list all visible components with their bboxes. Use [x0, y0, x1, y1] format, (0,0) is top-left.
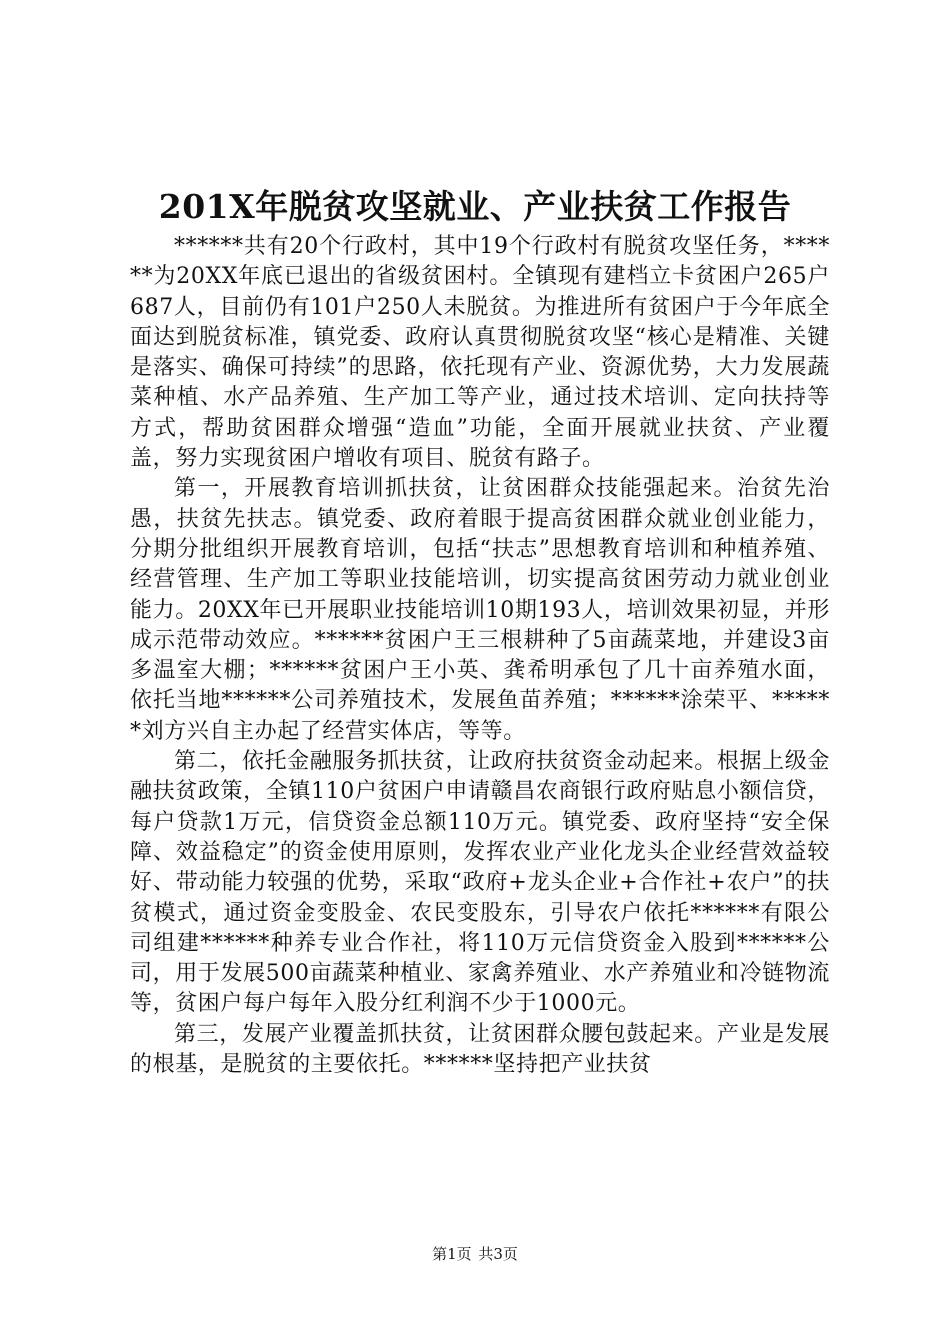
- page-footer: [0, 1244, 950, 1264]
- paragraph-second: 第二，依托金融服务抓扶贫，让政府扶贫资金动起来。根据上级金融扶贫政策，全镇110户贫困户申请赣昌农商银行政府贴息小额信贷，每户贷款1万元，信贷资金总额110万元。镇党委、政府坚持“安全保障、效益稳定”的资金使用原则，发挥农业产业化龙头企业经营效益较好、带动能力较强的优势，采取“政府+龙头企业+合作社+农户”的扶贫模式，通过资金变股金、农民变股东，引导农户依托******有限公司组建******种养专业合作社，将110万元信贷资金入股到******公司，用于发展500亩蔬菜种植业、家禽养殖业、水产养殖业和冷链物流等，贫困户每户每年入股分红利润不少于1000元。: [130, 749, 830, 1017]
- document-body: [130, 232, 830, 1080]
- page-number-total: 共3页: [478, 1245, 518, 1263]
- paragraph-intro: ******共有20个行政村，其中19个行政村有脱贫攻坚任务，******为20XX年底已退出的省级贫困村。全镇现有建档立卡贫困户265户687人，目前仍有101户250人未脱贫。为推进所有贫困户于今年底全面达到脱贫标准，镇党委、政府认真贯彻脱贫攻坚“核心是精准、关键是落实、确保可持续”的思路，依托现有产业、资源优势，大力发展蔬菜种植、水产品养殖、生产加工等产业，通过技术培训、定向扶持等方式，帮助贫困群众增强“造血”功能，全面开展就业扶贫、产业覆盖，努力实现贫困户增收有项目、脱贫有路子。: [130, 234, 830, 472]
- paragraph-third: 第三，发展产业覆盖抓扶贫，让贫困群众腰包鼓起来。产业是发展的根基，是脱贫的主要依托。******坚持把产业扶贫: [130, 1021, 830, 1078]
- paragraph-first: 第一，开展教育培训抓扶贫，让贫困群众技能强起来。治贫先治愚，扶贫先扶志。镇党委、政府着眼于提高贫困群众就业创业能力，分期分批组织开展教育培训，包括“扶志”思想教育培训和种植养殖、经营管理、生产加工等职业技能培训，切实提高贫困劳动力就业创业能力。20XX年已开展职业技能培训10期193人，培训效果初显，并形成示范带动效应。******贫困户王三根耕种了5亩蔬菜地，并建设3亩多温室大棚；******贫困户王小英、龚希明承包了几十亩养殖水面，依托当地******公司养殖技术，发展鱼苗养殖；******涂荣平、******刘方兴自主办起了经营实体店，等等。: [130, 476, 830, 744]
- page-number-current: 第1页: [432, 1245, 472, 1263]
- document-title: 201X年脱贫攻坚就业、产业扶贫工作报告: [158, 187, 792, 226]
